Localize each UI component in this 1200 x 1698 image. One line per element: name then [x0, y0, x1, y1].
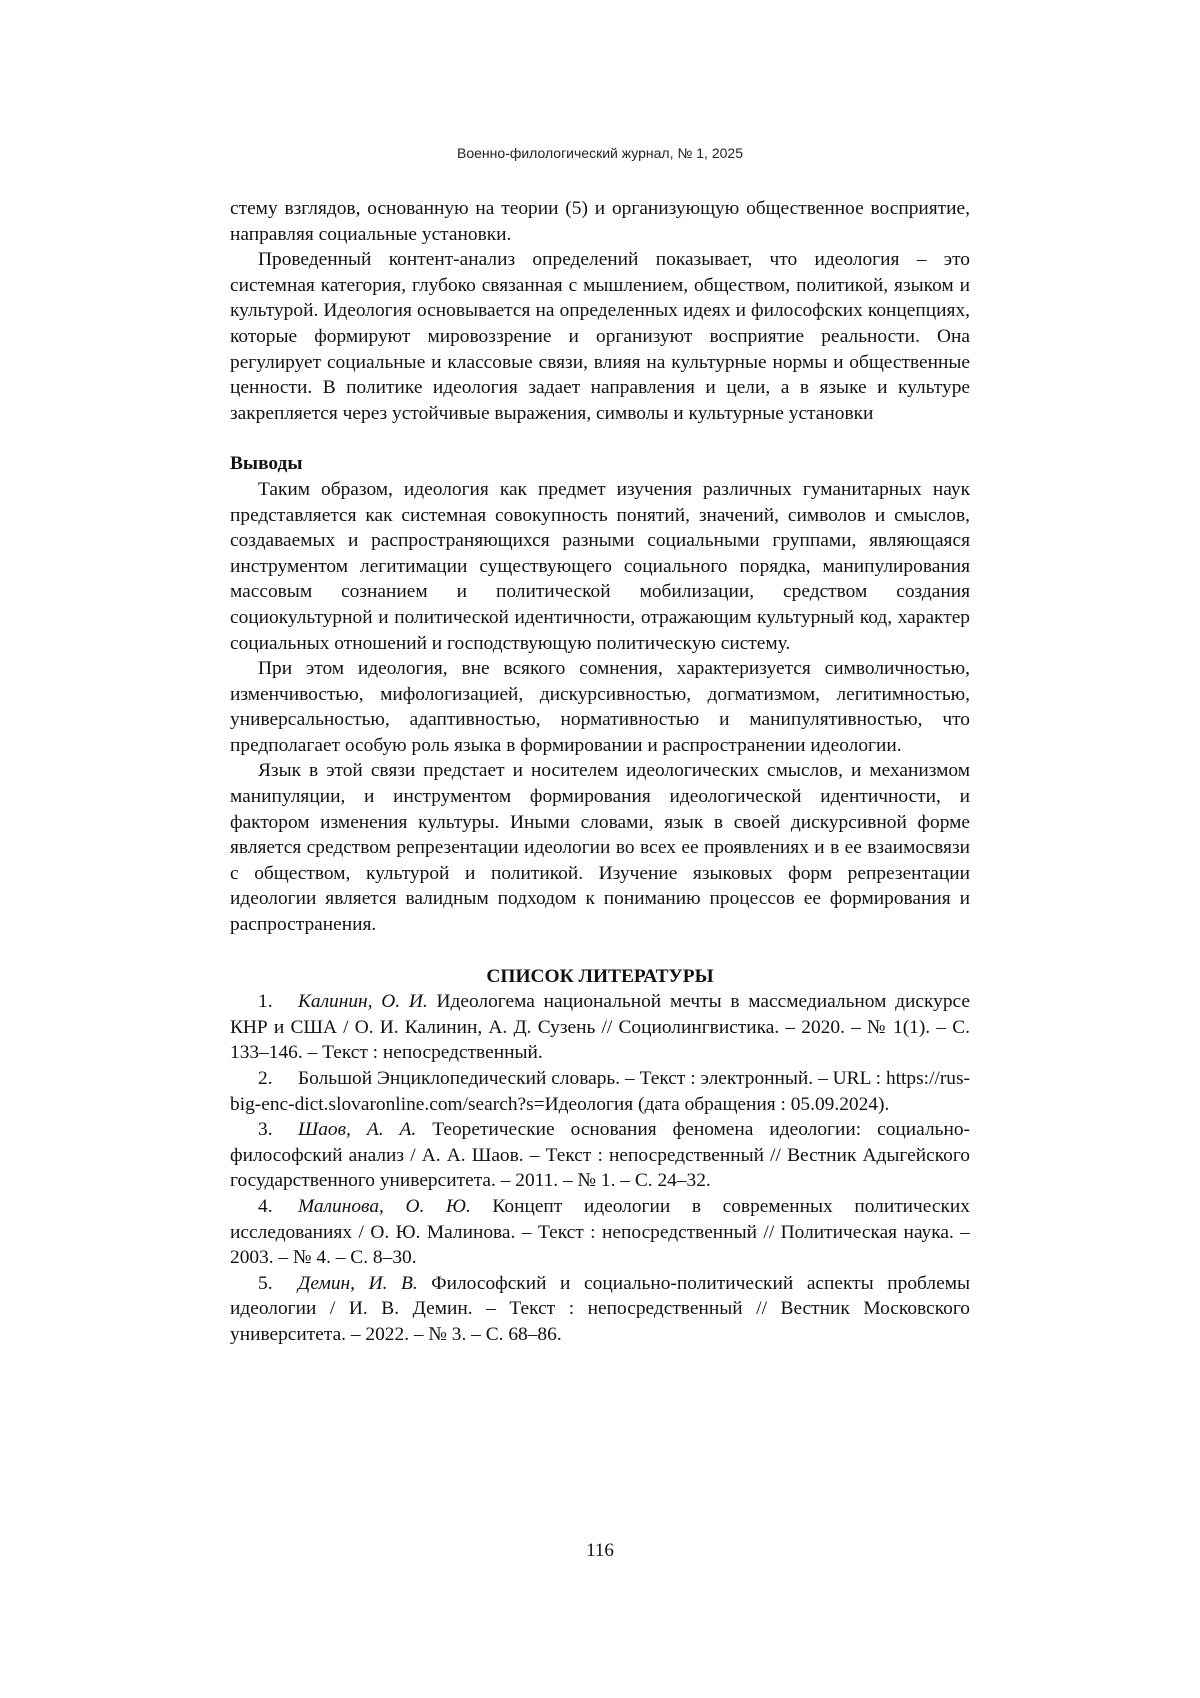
reference-author: Калинин, О. И.	[298, 991, 428, 1013]
body-paragraph-2: Проведенный контент-анализ определений показывает, что идеология – это системная категория, глубоко связанная с мышлением, обществом, политикой, языком и культурой. Идеология основывается на определенных идеях и философских концепциях, которые формируют мировоззрение и организуют восприятие реальности. Она регулирует социальные и классовые связи, влияя на культурные нормы и общественные ценности. В политике идеология задает направления и цели, а в языке и культуре закрепляется через устойчивые выражения, символы и культурные установки	[230, 249, 970, 424]
reference-author: Демин, И. В.	[298, 1272, 418, 1294]
page-number: 116	[586, 1540, 614, 1561]
reference-number: 4.	[258, 1195, 273, 1217]
reference-text: Теоретические основания феномена идеологии: социально-философский анализ / А. А. Шаов. – Текст : непосредственный // Вестник Адыгейского государственного университета. – 2011. – № 1. – С. 24–32.	[230, 1119, 971, 1192]
reference-item-5	[230, 1271, 970, 1348]
reference-author: Шаов, А. А.	[298, 1119, 417, 1141]
reference-number: 2.	[258, 1068, 273, 1089]
reference-number: 1.	[258, 991, 273, 1013]
conclusions-paragraph-1: Таким образом, идеология как предмет изучения различных гуманитарных наук представляется как системная совокупность понятий, значений, символов и смыслов, создаваемых и распространяющихся разными социальными группами, являющаяся инструментом легитимации существующего социального порядка, манипулирования массовым сознанием и политической мобилизации, средством создания социокультурной и политической идентичности, отражающим культурный код, характер социальных отношений и господствующую политическую систему.	[230, 478, 970, 654]
reference-text: Концепт идеологии в современных политических исследованиях / О. Ю. Малинова. – Текст : непосредственный // Политическая наука. – 2003. – № 4. – С. 8–30.	[230, 1195, 970, 1269]
reference-text: Идеологема национальной мечты в массмедиальном дискурсе КНР и США / О. И. Калинин, А. Д. Сузень // Социолингвистика. – 2020. – № 1(1). – С. 133–146. – Текст : непосредственный.	[230, 991, 970, 1064]
main-text-column	[230, 196, 970, 1348]
reference-author: Малинова, О. Ю.	[298, 1195, 471, 1217]
reference-text: Философский и социально-политический аспекты проблемы идеологии / И. В. Демин. – Текст : непосредственный // Вестник Московского университета. – 2022. – № 3. – С. 68–86.	[230, 1272, 970, 1345]
reference-item-3	[230, 1117, 970, 1194]
reference-number: 3.	[258, 1119, 273, 1141]
reference-item-1	[230, 989, 970, 1066]
reference-number: 5.	[258, 1272, 273, 1294]
conclusions-heading: Выводы	[230, 453, 303, 475]
running-header: Военно-филологический журнал, № 1, 2025	[457, 145, 743, 161]
body-paragraph-1: стему взглядов, основанную на теории (5) и организующую общественное восприятие, направляя социальные установки.	[230, 198, 970, 245]
reference-item-2	[230, 1066, 970, 1117]
reference-text: Большой Энциклопедический словарь. – Текст : электронный. – URL : https://rus-big-enc-dict.slovaronline.com/search?s=Идеология (дата обращения : 05.09.2024).	[230, 1068, 970, 1115]
conclusions-paragraph-3: Язык в этой связи предстает и носителем идеологических смыслов, и механизмом манипуляции, и инструментом формирования идеологической идентичности, и фактором изменения культуры. Иными словами, язык в своей дискурсивной форме является средством репрезентации идеологии во всех ее проявлениях и в ее взаимосвязи с обществом, культурой и политикой. Изучение языковых форм репрезентации идеологии является валидным подходом к пониманию процессов ее формирования и распространения.	[230, 760, 970, 936]
reference-item-4	[230, 1194, 970, 1271]
conclusions-paragraph-2: При этом идеология, вне всякого сомнения, характеризуется символичностью, изменчивостью, мифологизацией, дискурсивностью, догматизмом, легитимностью, универсальностью, адаптивностью, нормативностью и манипулятивностью, что предполагает особую роль языка в формировании и распространении идеологии.	[230, 658, 970, 756]
references-heading: СПИСОК ЛИТЕРАТУРЫ	[486, 965, 714, 987]
